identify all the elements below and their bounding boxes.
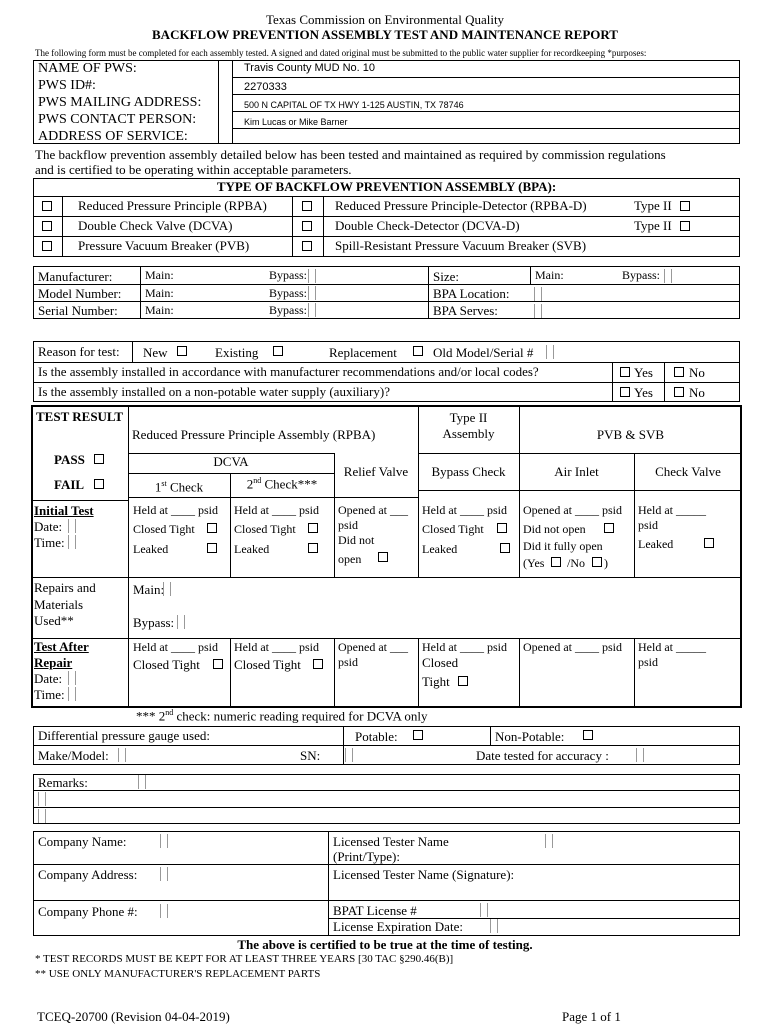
pws-mailing-label: PWS MAILING ADDRESS: xyxy=(38,95,202,110)
manufacturer-bypass-label: Bypass: xyxy=(269,268,308,282)
test-result-heading: TEST RESULT xyxy=(36,409,124,424)
serial-main-label: Main: xyxy=(145,303,174,317)
q2-yes-label: Yes xyxy=(634,385,653,400)
after-bypass-held-at: Held at ____ psid xyxy=(422,640,507,654)
air-inlet-no-label: /No xyxy=(567,556,585,570)
bpat-license-label: BPAT License # xyxy=(333,903,417,918)
pvb-label: Pressure Vacuum Breaker (PVB) xyxy=(78,238,250,253)
installation-question: Is the assembly installed in accordance with manufacturer recommendations and/or local codes? xyxy=(38,364,539,379)
bpa-serves-label: BPA Serves: xyxy=(433,303,498,318)
company-address-label: Company Address: xyxy=(38,867,138,882)
q1-no-checkbox[interactable] xyxy=(674,367,684,377)
remarks-line-2[interactable] xyxy=(38,792,46,806)
type2-assembly-heading-2: Assembly xyxy=(442,426,495,441)
after-bypass-closed-label: Closed xyxy=(422,655,459,670)
tester-name-label-2: (Print/Type): xyxy=(333,849,400,864)
manufacturer-main-label: Main: xyxy=(145,268,174,282)
test-after-label-2: Repair xyxy=(34,655,73,670)
pass-label: PASS xyxy=(54,452,85,467)
type2-assembly-heading-1: Type II xyxy=(449,410,488,425)
service-address-field[interactable] xyxy=(236,130,736,143)
after-check-valve-held-at: Held at _____ xyxy=(638,640,706,654)
reason-replacement-label: Replacement xyxy=(329,345,397,360)
page-number: Page 1 of 1 xyxy=(562,1009,621,1024)
dcvad-type2-label: Type II xyxy=(634,218,672,233)
certified-statement: The above is certified to be true at the time of testing. xyxy=(237,937,533,952)
size-label: Size: xyxy=(433,269,459,284)
footnote-parts: ** USE ONLY MANUFACTURER'S REPLACEMENT PARTS xyxy=(35,968,321,980)
bpa-type-heading: TYPE OF BACKFLOW PREVENTION ASSEMBLY (BPA): xyxy=(216,179,557,194)
after-bypass-tight-label: Tight xyxy=(422,674,450,689)
potable-label: Potable: xyxy=(355,729,398,744)
pws-contact-field[interactable]: Kim Lucas or Mike Barner xyxy=(244,117,348,127)
bpa-location-field[interactable] xyxy=(534,287,542,301)
initial-time-label: Time: xyxy=(34,535,65,550)
pvb-svb-heading: PVB & SVB xyxy=(596,427,665,442)
after-first-held-at: Held at ____ psid xyxy=(133,640,218,654)
reason-new-label: New xyxy=(143,345,168,360)
initial-date-field[interactable] xyxy=(68,519,76,533)
after-time-field[interactable] xyxy=(68,687,76,701)
relief-valve-heading: Relief Valve xyxy=(343,464,409,479)
q2-no-label: No xyxy=(689,385,705,400)
reason-label: Reason for test: xyxy=(38,344,120,359)
model-bypass-label: Bypass: xyxy=(269,286,308,300)
manufacturer-bypass-field[interactable] xyxy=(308,269,316,283)
reason-existing-checkbox[interactable] xyxy=(273,346,283,356)
serial-bypass-field[interactable] xyxy=(308,303,316,317)
company-name-label: Company Name: xyxy=(38,834,127,849)
serial-bypass-label: Bypass: xyxy=(269,303,308,317)
pws-name-label: NAME OF PWS: xyxy=(38,61,137,76)
first-check-closed-tight-checkbox[interactable] xyxy=(207,523,217,533)
q2-no-checkbox[interactable] xyxy=(674,387,684,397)
remarks-field[interactable] xyxy=(138,775,146,789)
rpba-checkbox[interactable] xyxy=(42,201,52,211)
q1-yes-label: Yes xyxy=(634,365,653,380)
serial-number-label: Serial Number: xyxy=(38,303,118,318)
after-bypass-closed-tight-checkbox[interactable] xyxy=(458,676,468,686)
first-check-heading: 1st Check xyxy=(154,479,204,495)
old-model-label: Old Model/Serial # xyxy=(433,345,534,360)
nonpotable-question: Is the assembly installed on a non-potable water supply (auxiliary)? xyxy=(38,384,390,399)
date-tested-field[interactable] xyxy=(636,748,644,762)
size-main-label: Main: xyxy=(535,268,564,282)
air-inlet-no-checkbox[interactable] xyxy=(592,557,602,567)
certification-text-1: The backflow prevention assembly detailed below has been tested and maintained as required by commission regulations xyxy=(35,147,666,162)
air-inlet-heading: Air Inlet xyxy=(554,464,599,479)
dcvad-label: Double Check-Detector (DCVA-D) xyxy=(335,218,520,233)
after-first-closed-tight-checkbox[interactable] xyxy=(213,659,223,669)
first-check-held-at: Held at ____ psid xyxy=(133,503,218,517)
svb-label: Spill-Resistant Pressure Vacuum Breaker (SVB) xyxy=(335,238,587,253)
dcva-subheading: DCVA xyxy=(213,454,249,469)
after-first-closed-tight-label: Closed Tight xyxy=(133,657,200,672)
bpa-location-label: BPA Location: xyxy=(433,286,510,301)
service-address-label: ADDRESS OF SERVICE: xyxy=(38,129,188,144)
pws-contact-label: PWS CONTACT PERSON: xyxy=(38,112,197,127)
make-model-label: Make/Model: xyxy=(38,748,109,763)
company-phone-field[interactable] xyxy=(160,904,168,918)
form-title: BACKFLOW PREVENTION ASSEMBLY TEST AND MAINTENANCE REPORT xyxy=(152,27,618,42)
air-inlet-did-not-open-checkbox[interactable] xyxy=(604,523,614,533)
air-inlet-fully-open-label: Did it fully open xyxy=(523,539,603,553)
company-phone-label: Company Phone #: xyxy=(38,904,138,919)
tester-signature-label: Licensed Tester Name (Signature): xyxy=(333,867,515,882)
check-valve-leaked-checkbox[interactable] xyxy=(704,538,714,548)
relief-did-not: Did not xyxy=(338,533,375,547)
after-relief-opened-at: Opened at ___ xyxy=(338,640,408,654)
repairs-bypass-label: Bypass: xyxy=(133,615,175,630)
license-expiration-label: License Expiration Date: xyxy=(333,919,463,934)
potable-checkbox[interactable] xyxy=(413,730,423,740)
after-check-valve-psid: psid xyxy=(638,655,659,669)
fail-checkbox[interactable] xyxy=(94,479,104,489)
dcva-label: Double Check Valve (DCVA) xyxy=(78,218,233,233)
bpa-serves-field[interactable] xyxy=(534,304,542,318)
bypass-held-at: Held at ____ psid xyxy=(422,503,507,517)
relief-psid: psid xyxy=(338,518,359,532)
make-model-field[interactable] xyxy=(118,748,126,762)
fail-label: FAIL xyxy=(54,477,85,492)
tester-name-label-1: Licensed Tester Name xyxy=(333,834,449,849)
rpbad-label: Reduced Pressure Principle-Detector (RPBA-D) xyxy=(335,198,587,213)
old-model-field[interactable] xyxy=(546,345,554,359)
reason-existing-label: Existing xyxy=(215,345,259,360)
after-relief-psid: psid xyxy=(338,655,359,669)
relief-did-not-open-checkbox[interactable] xyxy=(378,552,388,562)
check-valve-heading: Check Valve xyxy=(655,464,721,479)
dcvad-type2-checkbox[interactable] xyxy=(680,221,690,231)
air-inlet-close-paren: ) xyxy=(604,556,608,570)
size-bypass-field[interactable] xyxy=(664,269,672,283)
after-second-closed-tight-label: Closed Tight xyxy=(234,657,301,672)
first-check-leaked-label: Leaked xyxy=(133,542,169,556)
model-number-label: Model Number: xyxy=(38,286,122,301)
pws-id-label: PWS ID#: xyxy=(38,78,96,93)
air-inlet-yes-label: (Yes xyxy=(523,556,545,570)
second-check-leaked-checkbox[interactable] xyxy=(308,543,318,553)
second-check-note: *** 2nd check: numeric reading required for DCVA only xyxy=(136,708,428,724)
non-potable-checkbox[interactable] xyxy=(583,730,593,740)
remarks-line-3[interactable] xyxy=(38,809,46,823)
second-check-held-at: Held at ____ psid xyxy=(234,503,319,517)
second-check-leaked-label: Leaked xyxy=(234,542,270,556)
relief-open: open xyxy=(338,552,362,566)
date-tested-label: Date tested for accuracy : xyxy=(476,748,609,763)
bypass-check-heading: Bypass Check xyxy=(431,464,506,479)
relief-opened-at: Opened at ___ xyxy=(338,503,408,517)
license-expiration-field[interactable] xyxy=(490,919,498,933)
repairs-bypass-field[interactable] xyxy=(177,615,185,629)
air-inlet-did-not-open-label: Did not open xyxy=(523,522,586,536)
pws-name-field[interactable]: Travis County MUD No. 10 xyxy=(244,62,376,74)
second-check-closed-tight-label: Closed Tight xyxy=(234,522,296,536)
after-date-field[interactable] xyxy=(68,671,76,685)
rpba-label: Reduced Pressure Principle (RPBA) xyxy=(78,198,267,213)
pws-mailing-field[interactable]: 500 N CAPITAL OF TX HWY 1-125 AUSTIN, TX 78746 xyxy=(244,100,464,110)
check-valve-leaked-label: Leaked xyxy=(638,537,674,551)
rpbad-type2-label: Type II xyxy=(634,198,672,213)
certification-text-2: and is certified to be operating within acceptable parameters. xyxy=(35,162,352,177)
reason-new-checkbox[interactable] xyxy=(177,346,187,356)
repairs-label-3: Used** xyxy=(34,613,74,628)
bpat-license-field[interactable] xyxy=(480,903,488,917)
pvb-checkbox[interactable] xyxy=(42,241,52,251)
repairs-label-2: Materials xyxy=(34,597,84,612)
bypass-closed-tight-label: Closed Tight xyxy=(422,522,484,536)
agency-name: Texas Commission on Environmental Quality xyxy=(265,12,505,27)
bypass-leaked-label: Leaked xyxy=(422,542,458,556)
q1-yes-checkbox[interactable] xyxy=(620,367,630,377)
check-valve-psid: psid xyxy=(638,518,659,532)
repairs-label-1: Repairs and xyxy=(34,580,96,595)
after-second-closed-tight-checkbox[interactable] xyxy=(313,659,323,669)
footnote-records: * TEST RECORDS MUST BE KEPT FOR AT LEAST THREE YEARS [30 TAC §290.46(B)] xyxy=(35,953,454,965)
pws-id-field[interactable]: 2270333 xyxy=(244,81,287,93)
check-valve-held-at: Held at _____ xyxy=(638,503,706,517)
second-check-closed-tight-checkbox[interactable] xyxy=(308,523,318,533)
air-inlet-opened-at: Opened at ____ psid xyxy=(523,503,622,517)
svb-checkbox[interactable] xyxy=(302,241,312,251)
rpbad-type2-checkbox[interactable] xyxy=(680,201,690,211)
test-after-label-1: Test After xyxy=(34,639,89,654)
first-check-leaked-checkbox[interactable] xyxy=(207,543,217,553)
size-bypass-label: Bypass: xyxy=(622,268,661,282)
first-check-closed-tight-label: Closed Tight xyxy=(133,522,195,536)
remarks-label: Remarks: xyxy=(38,775,88,790)
repairs-main-label: Main: xyxy=(133,582,165,597)
tester-name-field[interactable] xyxy=(545,834,553,848)
dcva-checkbox[interactable] xyxy=(42,221,52,231)
initial-time-field[interactable] xyxy=(68,535,76,549)
after-second-held-at: Held at ____ psid xyxy=(234,640,319,654)
repairs-main-field[interactable] xyxy=(163,582,171,596)
initial-test-label: Initial Test xyxy=(34,503,94,518)
model-main-label: Main: xyxy=(145,286,174,300)
sn-field[interactable] xyxy=(345,748,353,762)
reason-replacement-checkbox[interactable] xyxy=(413,346,423,356)
dcvad-checkbox[interactable] xyxy=(302,221,312,231)
rpbad-checkbox[interactable] xyxy=(302,201,312,211)
after-date-label: Date: xyxy=(34,671,63,686)
bypass-leaked-checkbox[interactable] xyxy=(500,543,510,553)
rpba-column-heading: Reduced Pressure Principle Assembly (RPBA) xyxy=(132,427,376,442)
after-time-label: Time: xyxy=(34,687,65,702)
sn-label: SN: xyxy=(300,748,321,763)
form-id: TCEQ-20700 (Revision 04-04-2019) xyxy=(37,1009,230,1024)
form-instructions: The following form must be completed for each assembly tested. A signed and dated original must be submitted to the public water supplier for recordkeeping *purposes: xyxy=(35,48,647,58)
second-check-heading: 2nd Check*** xyxy=(246,476,318,492)
after-air-inlet-opened-at: Opened at ____ psid xyxy=(523,640,622,654)
gauge-label: Differential pressure gauge used: xyxy=(38,728,210,743)
manufacturer-label: Manufacturer: xyxy=(38,269,113,284)
bypass-closed-tight-checkbox[interactable] xyxy=(497,523,507,533)
company-address-field[interactable] xyxy=(160,867,168,881)
model-bypass-field[interactable] xyxy=(308,286,316,300)
q2-yes-checkbox[interactable] xyxy=(620,387,630,397)
q1-no-label: No xyxy=(689,365,705,380)
initial-date-label: Date: xyxy=(34,519,63,534)
non-potable-label: Non-Potable: xyxy=(495,729,565,744)
air-inlet-yes-checkbox[interactable] xyxy=(551,557,561,567)
pass-checkbox[interactable] xyxy=(94,454,104,464)
company-name-field[interactable] xyxy=(160,834,168,848)
